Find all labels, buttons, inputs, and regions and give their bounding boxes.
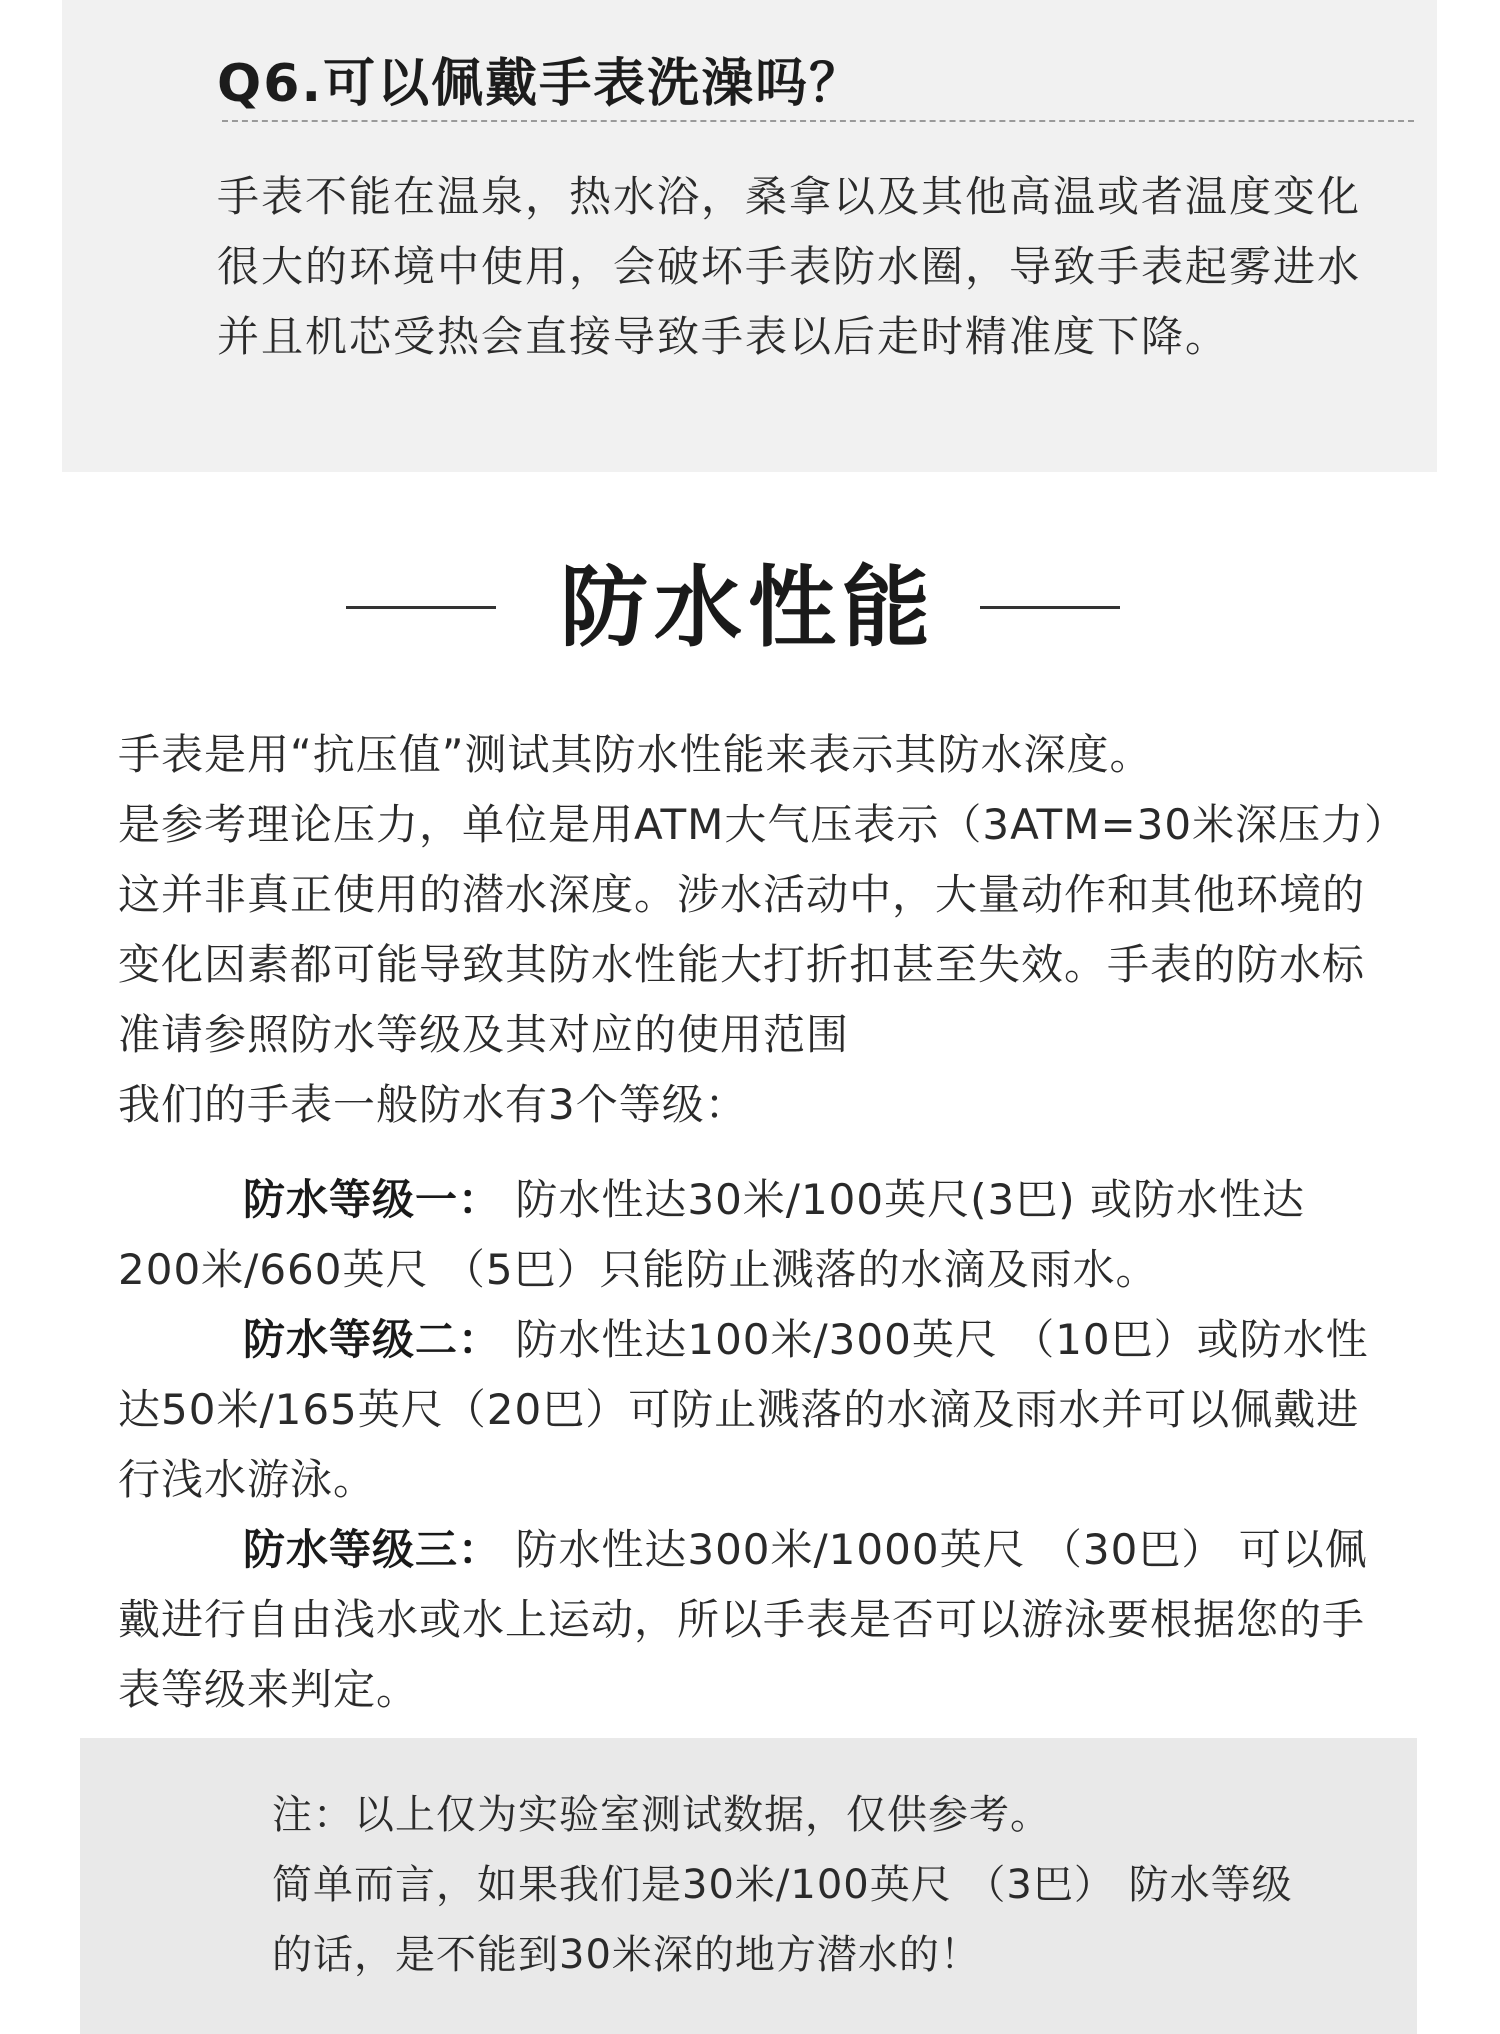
note-text (272, 1780, 1332, 1990)
intro-text (118, 720, 1388, 1140)
level-item-2 (118, 1305, 1388, 1515)
level-title-2: 防水等级二： (243, 1315, 502, 1364)
faq-answer: 手表不能在温泉，热水浴，桑拿以及其他高温或者温度变化很大的环境中使用，会破坏手表防水圈，导致手表起雾进水并且机芯受热会直接导致手表以后走时精准度下降。 (217, 172, 1362, 361)
faq-question: Q6.可以佩戴手表洗澡吗？ (217, 54, 864, 114)
faq-box (62, 0, 1437, 472)
level-title-1: 防水等级一： (243, 1175, 502, 1224)
level-text-2: 防水性达100米/300英尺 （10巴）或防水性达50米/165英尺（20巴）可防止溅落的水滴及雨水并可以佩戴进行浅水游泳。 (118, 1315, 1369, 1504)
level-text-3: 防水性达300米/1000英尺 （30巴） 可以佩戴进行自由浅水或水上运动，所以手表是否可以游泳要根据您的手表等级来判定。 (118, 1525, 1368, 1714)
heading-line-right (980, 606, 1120, 609)
waterproof-levels (118, 1165, 1388, 1725)
heading-line-left (346, 606, 496, 609)
section-heading (0, 548, 1500, 668)
note-line-2: 简单而言，如果我们是30米/100英尺 （3巴） 防水等级的话，是不能到30米深的地方潜水的！ (272, 1862, 1293, 1978)
heading-title: 防水性能 (560, 556, 937, 659)
note-line-1: 注：以上仅为实验室测试数据，仅供参考。 (272, 1792, 1051, 1838)
level-title-3: 防水等级三： (243, 1525, 502, 1574)
intro-line-3: 我们的手表一般防水有3个等级： (118, 1080, 748, 1129)
intro-line-1: 手表是用“抗压值”测试其防水性能来表示其防水深度。 (118, 730, 1153, 779)
level-item-3 (118, 1515, 1388, 1725)
intro-line-2: 是参考理论压力，单位是用ATM大气压表示（3ATM=30米深压力）这并非真正使用的潜水深度。涉水活动中，大量动作和其他环境的变化因素都可能导致其防水性能大打折扣甚至失效。手表的防水标准请参照防水等级及其对应的使用范围 (118, 800, 1387, 1059)
level-item-1 (118, 1165, 1388, 1305)
faq-divider (222, 120, 1414, 122)
level-text-1: 防水性达30米/100英尺(3巴) 或防水性达200米/660英尺 （5巴）只能防止溅落的水滴及雨水。 (118, 1175, 1305, 1294)
note-box (80, 1738, 1417, 2034)
